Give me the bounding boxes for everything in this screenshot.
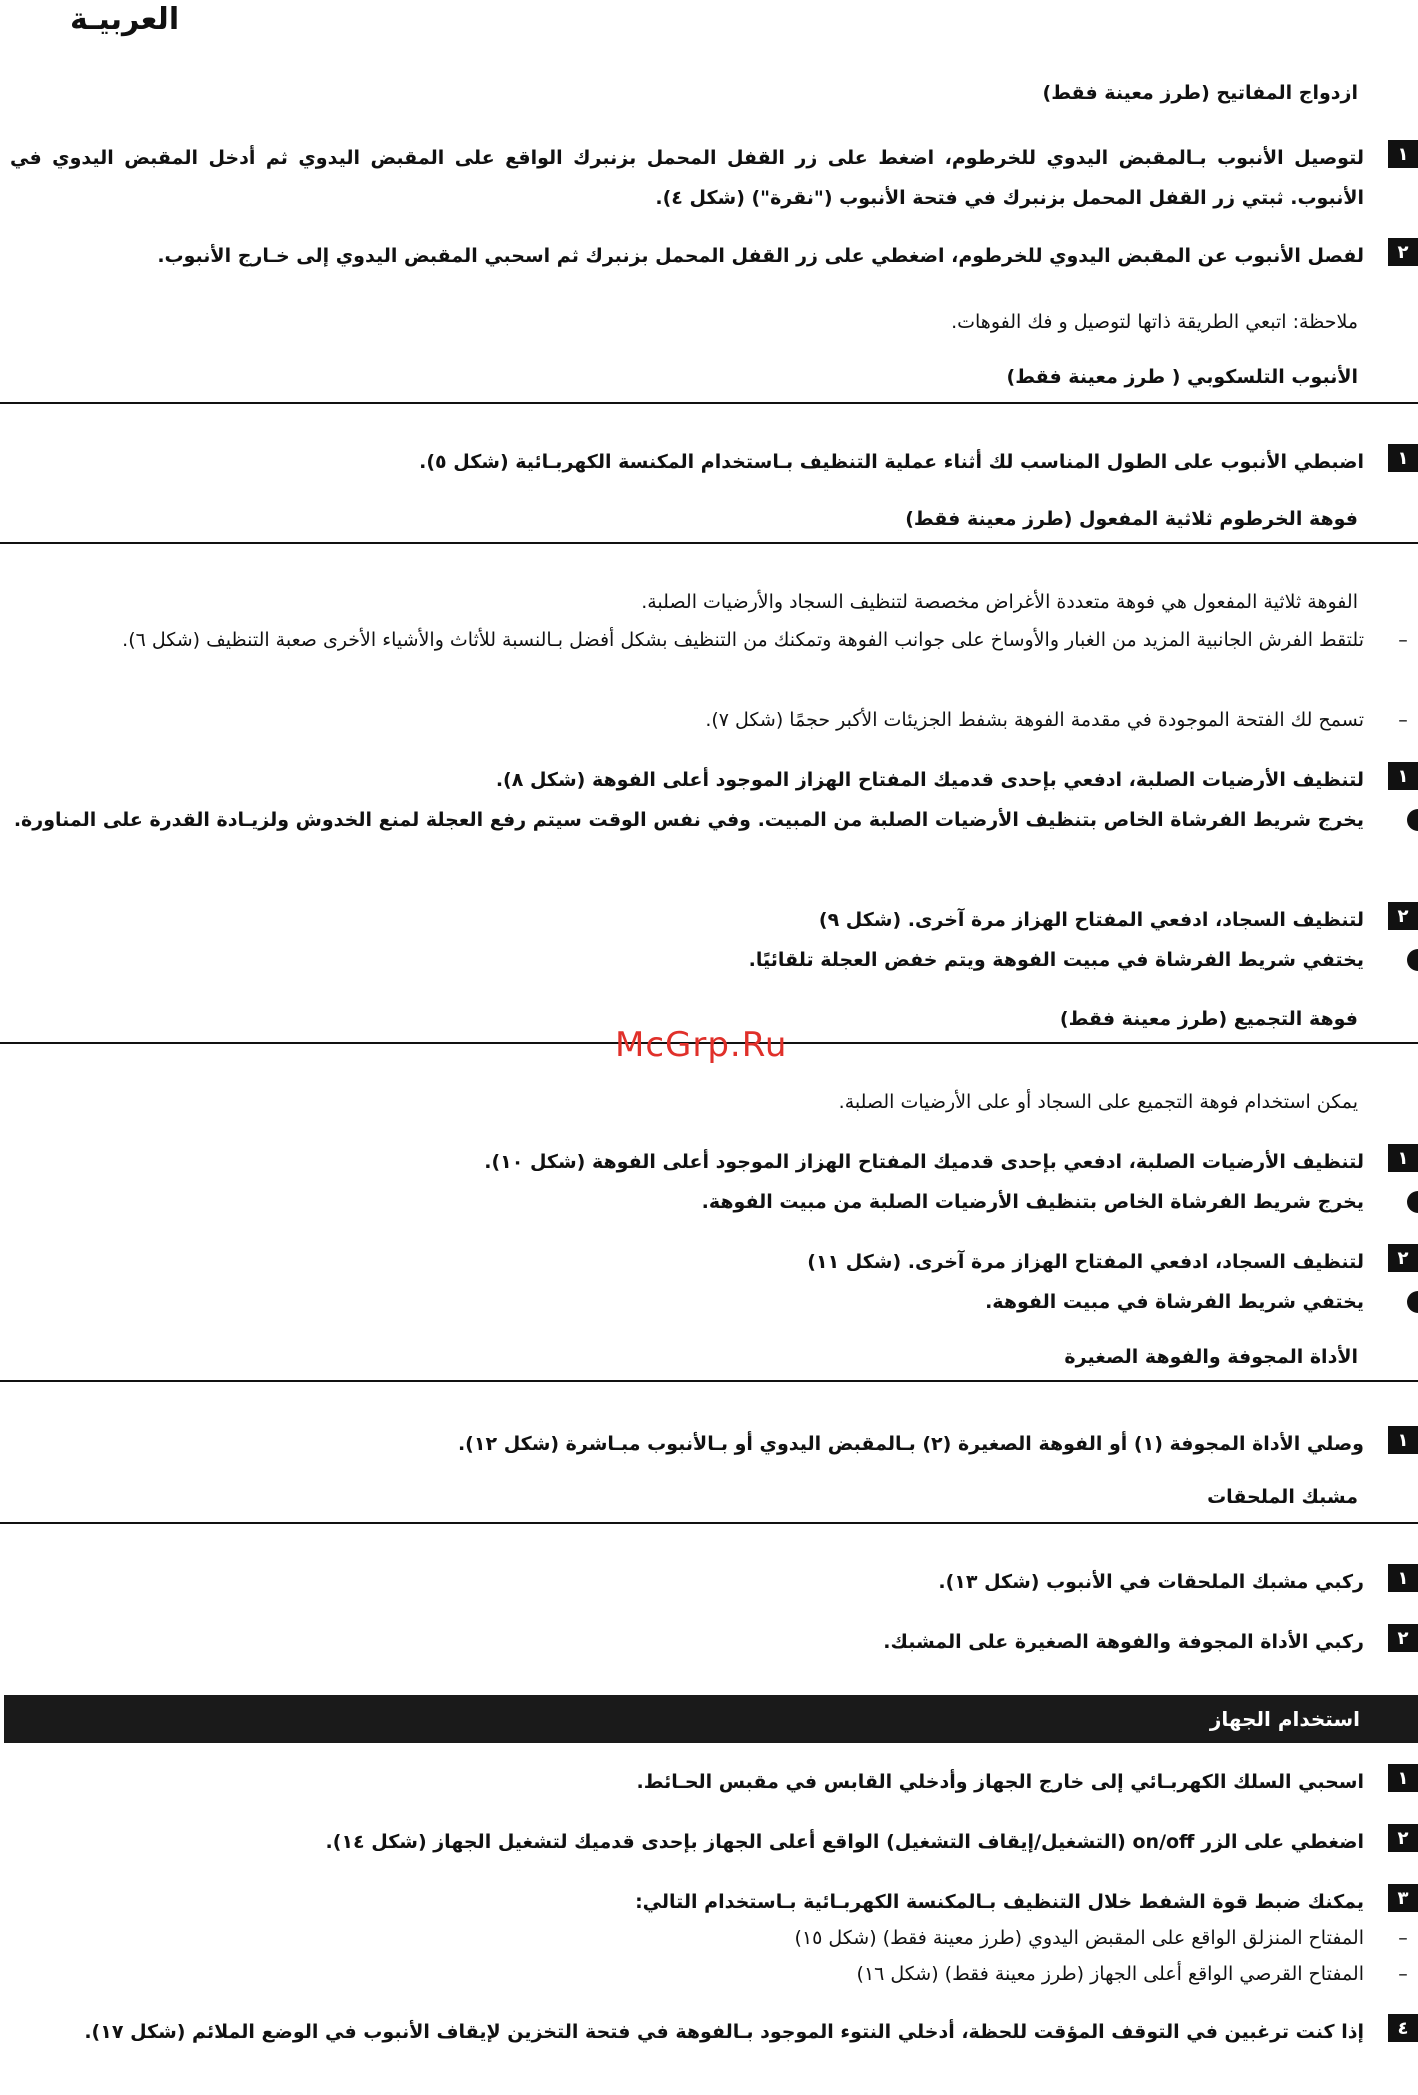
key-coupling-step-2: [10, 236, 1418, 276]
telescopic-step-1: [10, 442, 1418, 482]
step-number: ١: [1388, 140, 1418, 168]
triactive-step-2: [10, 900, 1418, 940]
step-text: لتنظيف السجاد، ادفعي المفتاح الهزاز مرة آخرى. (شكل ٩): [818, 909, 1364, 931]
result-text: يخرج شريط الفرشاة الخاص بتنظيف الأرضيات الصلبة من مبيت الفوهة.: [701, 1191, 1364, 1213]
step-text: اسحبي السلك الكهربـائي إلى خارج الجهاز وأدخلي القابس في مقبس الحـائط.: [636, 1771, 1364, 1793]
step-number: ٢: [1388, 238, 1418, 266]
paragraph: الفوهة ثلاثية المفعول هي فوهة متعددة الأغراض مخصصة لتنظيف السجاد والأرضيات الصلبة.: [641, 591, 1358, 613]
result-text: يختفي شريط الفرشاة في مبيت الفوهة ويتم خفض العجلة تلقائيًا.: [748, 949, 1364, 971]
dash-text: تسمح لك الفتحة الموجودة في مقدمة الفوهة بشفط الجزيئات الأكبر حجمًا (شكل ٧).: [705, 709, 1364, 731]
using-step-1: [10, 1762, 1418, 1802]
step-text: إذا كنت ترغبين في التوقف المؤقت للحظة، أدخلي النتوء الموجود بـالفوهة في فتحة التخزين لإيقاف الأنبوب في الوضع الملائم (شكل ١٧).: [84, 2021, 1364, 2043]
section-rule: [0, 1522, 1418, 1524]
key-coupling-step-1: [10, 138, 1418, 218]
step-text: اضغطي على الزر on/off (التشغيل/إيقاف التشغيل) الواقع أعلى الجهاز بإحدى قدميك لتشغيل الجهاز (شكل ١٤).: [325, 1831, 1364, 1853]
step-number: ٢: [1388, 1624, 1418, 1652]
dash-marker: –: [1398, 1963, 1408, 1985]
section-rule: [0, 402, 1418, 404]
step-text: وصلي الأداة المجوفة (١) أو الفوهة الصغيرة (٢) بـالمقبض اليدوي أو بـالأنبوب مبـاشرة (شكل ١٢).: [457, 1433, 1364, 1455]
step-number: ٢: [1388, 902, 1418, 930]
paragraph: يمكن استخدام فوهة التجميع على السجاد أو على الأرضيات الصلبة.: [838, 1091, 1358, 1113]
result-item: [10, 940, 1418, 980]
step-text: ركبي مشبك الملحقات في الأنبوب (شكل ١٣).: [938, 1571, 1364, 1593]
step-number: ٢: [1388, 1244, 1418, 1272]
result-item: [10, 800, 1418, 840]
triactive-step-1: [10, 760, 1418, 800]
dash-text: المفتاح المنزلق الواقع على المقبض اليدوي (طرز معينة فقط) (شكل ١٥): [794, 1927, 1364, 1949]
step-number: ١: [1388, 1144, 1418, 1172]
using-step-2: [10, 1822, 1418, 1862]
step-text: لتنظيف السجاد، ادفعي المفتاح الهزاز مرة آخرى. (شكل ١١): [807, 1251, 1364, 1273]
step-text: لتنظيف الأرضيات الصلبة، ادفعي بإحدى قدميك المفتاح الهزاز الموجود أعلى الفوهة (شكل ١٠).: [484, 1151, 1364, 1173]
step-number: ٢: [1388, 1824, 1418, 1852]
clip-step-1: [10, 1562, 1418, 1602]
step-number: ١: [1388, 444, 1418, 472]
step-number: ١: [1388, 1764, 1418, 1792]
dash-marker: –: [1398, 709, 1408, 731]
watermark: McGrp.Ru: [615, 1025, 788, 1065]
dash-item: [10, 620, 1418, 660]
dash-item: [10, 1918, 1418, 1958]
section-rule: [0, 542, 1418, 544]
result-bullet-icon: [1400, 809, 1418, 831]
note: ملاحظة: اتبعي الطريقة ذاتها لتوصيل و فك الفوهات.: [951, 311, 1358, 333]
step-text: ركبي الأداة المجوفة والفوهة الصغيرة على المشبك.: [883, 1631, 1364, 1653]
result-item: [10, 1182, 1418, 1222]
result-text: يخرج شريط الفرشاة الخاص بتنظيف الأرضيات الصلبة من المبيت. وفي نفس الوقت سيتم رفع العجلة لمنع الخدوش ولزيـادة القدرة على المناورة.: [13, 809, 1364, 831]
dash-item: [10, 700, 1418, 740]
clip-step-2: [10, 1622, 1418, 1662]
step-text: لتنظيف الأرضيات الصلبة، ادفعي بإحدى قدميك المفتاح الهزاز الموجود أعلى الفوهة (شكل ٨).: [495, 769, 1364, 791]
step-number: ١: [1388, 1426, 1418, 1454]
result-bullet-icon: [1400, 1291, 1418, 1313]
step-text: لتوصيل الأنبوب بـالمقبض اليدوي للخرطوم، اضغط على زر القفل المحمل بزنبرك الواقع على المقبض اليدوي ثم أدخل المقبض اليدوي في الأنبوب. ثبتي زر القفل المحمل بزنبرك في فتحة الأنبوب ("نقرة") (شكل ٤).: [10, 147, 1364, 209]
using-step-4: [10, 2012, 1418, 2052]
heading-key-coupling: ازدواج المفاتيح (طرز معينة فقط): [1042, 82, 1358, 104]
heading-telescopic: الأنبوب التلسكوبي ( طرز معينة فقط): [1006, 366, 1358, 388]
step-number: ٣: [1388, 1884, 1418, 1912]
using-step-3: [10, 1882, 1418, 1922]
dash-marker: –: [1398, 629, 1408, 651]
crevice-step-1: [10, 1424, 1418, 1464]
heading-combi-nozzle: فوهة التجميع (طرز معينة فقط): [1059, 1008, 1358, 1030]
combi-step-1: [10, 1142, 1418, 1182]
heading-crevice-tool: الأداة المجوفة والفوهة الصغيرة: [1064, 1346, 1358, 1368]
step-text: يمكنك ضبط قوة الشفط خلال التنظيف بـالمكنسة الكهربـائية بـاستخدام التالي:: [635, 1891, 1364, 1913]
result-item: [10, 1282, 1418, 1322]
heading-triactive: فوهة الخرطوم ثلاثية المفعول (طرز معينة فقط): [905, 508, 1358, 530]
step-number: ١: [1388, 762, 1418, 790]
result-bullet-icon: [1400, 949, 1418, 971]
dash-text: تلتقط الفرش الجانبية المزيد من الغبار والأوساخ على جوانب الفوهة وتمكنك من التنظيف بشكل أفضل بـالنسبة للأثاث والأشياء الأخرى صعبة التنظيف (شكل ٦).: [122, 629, 1364, 651]
result-bullet-icon: [1400, 1191, 1418, 1213]
heading-accessory-clip: مشبك الملحقات: [1207, 1486, 1358, 1508]
result-text: يختفي شريط الفرشاة في مبيت الفوهة.: [985, 1291, 1364, 1313]
step-text: اضبطي الأنبوب على الطول المناسب لك أثناء عملية التنظيف بـاستخدام المكنسة الكهربـائية (شكل ٥).: [419, 451, 1364, 473]
section-rule: [0, 1380, 1418, 1382]
combi-step-2: [10, 1242, 1418, 1282]
step-text: لفصل الأنبوب عن المقبض اليدوي للخرطوم، اضغطي على زر القفل المحمل بزنبرك ثم اسحبي المقبض اليدوي إلى خـارج الأنبوب.: [157, 245, 1364, 267]
section-bar-using-appliance: استخدام الجهاز: [4, 1695, 1418, 1743]
dash-text: المفتاح القرصي الواقع أعلى الجهاز (طرز معينة فقط) (شكل ١٦): [856, 1963, 1364, 1985]
step-number: ٤: [1388, 2014, 1418, 2042]
step-number: ١: [1388, 1564, 1418, 1592]
dash-item: [10, 1954, 1418, 1994]
dash-marker: –: [1398, 1927, 1408, 1949]
page-title: العربيـة: [70, 2, 180, 37]
